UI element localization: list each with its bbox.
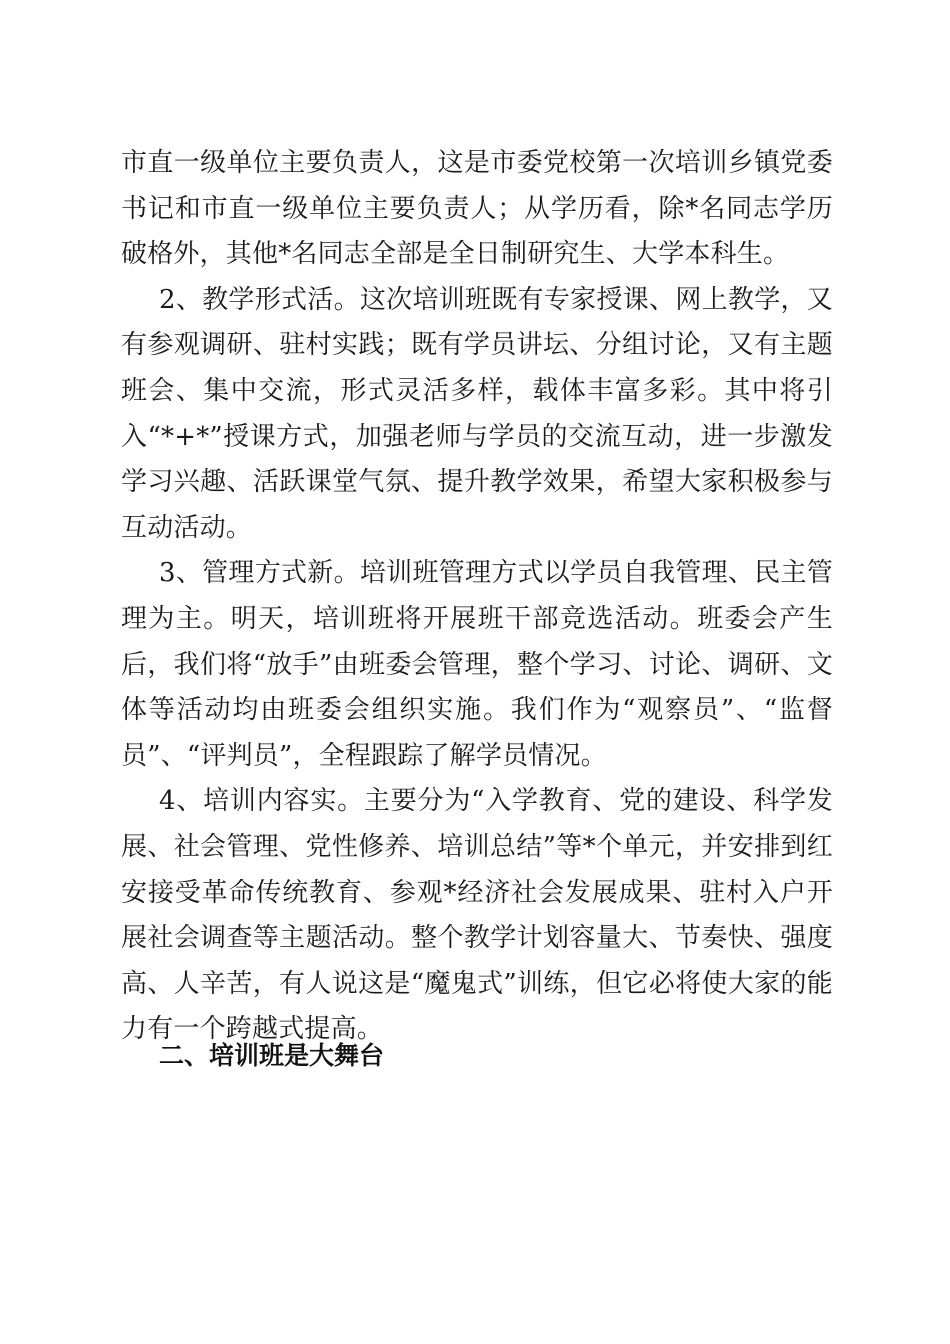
paragraph-teaching-form: 2、教学形式活。这次培训班既有专家授课、网上教学，又有参观调研、驻村实践；既有学员讲坛、分组讨论，又有主题班会、集中交流，形式灵活多样，载体丰富多彩。其中将引入“*+*”授课方式，加强老师与学员的交流互动，进一步激发学习兴趣、活跃课堂气氛、提升教学效果，希望大家积极参与互动活动。 [121,284,833,543]
section-heading: 二、培训班是大舞台 [159,1041,385,1070]
paragraph-continuation: 市直一级单位主要负责人，这是市委党校第一次培训乡镇党委书记和市直一级单位主要负责人；从学历看，除*名同志学历破格外，其他*名同志全部是全日制研究生、大学本科生。 [121,148,833,270]
paragraph-training-content: 4、培训内容实。主要分为“入学教育、党的建设、科学发展、社会管理、党性修养、培训总结”等*个单元，并安排到红安接受革命传统教育、参观*经济社会发展成果、驻村入户开展社会调查等主题活动。整个教学计划容量大、节奏快、强度高、人辛苦，有人说这是“魔鬼式”训练，但它必将使大家的能力有一个跨越式提高。 [121,786,833,1045]
document-body [121,141,833,1053]
paragraph-management: 3、管理方式新。培训班管理方式以学员自我管理、民主管理为主。明天，培训班将开展班干部竞选活动。班委会产生后，我们将“放手”由班委会管理，整个学习、讨论、调研、文体等活动均由班委会组织实施。我们作为“观察员”、“监督员”、“评判员”，全程跟踪了解学员情况。 [121,558,833,771]
